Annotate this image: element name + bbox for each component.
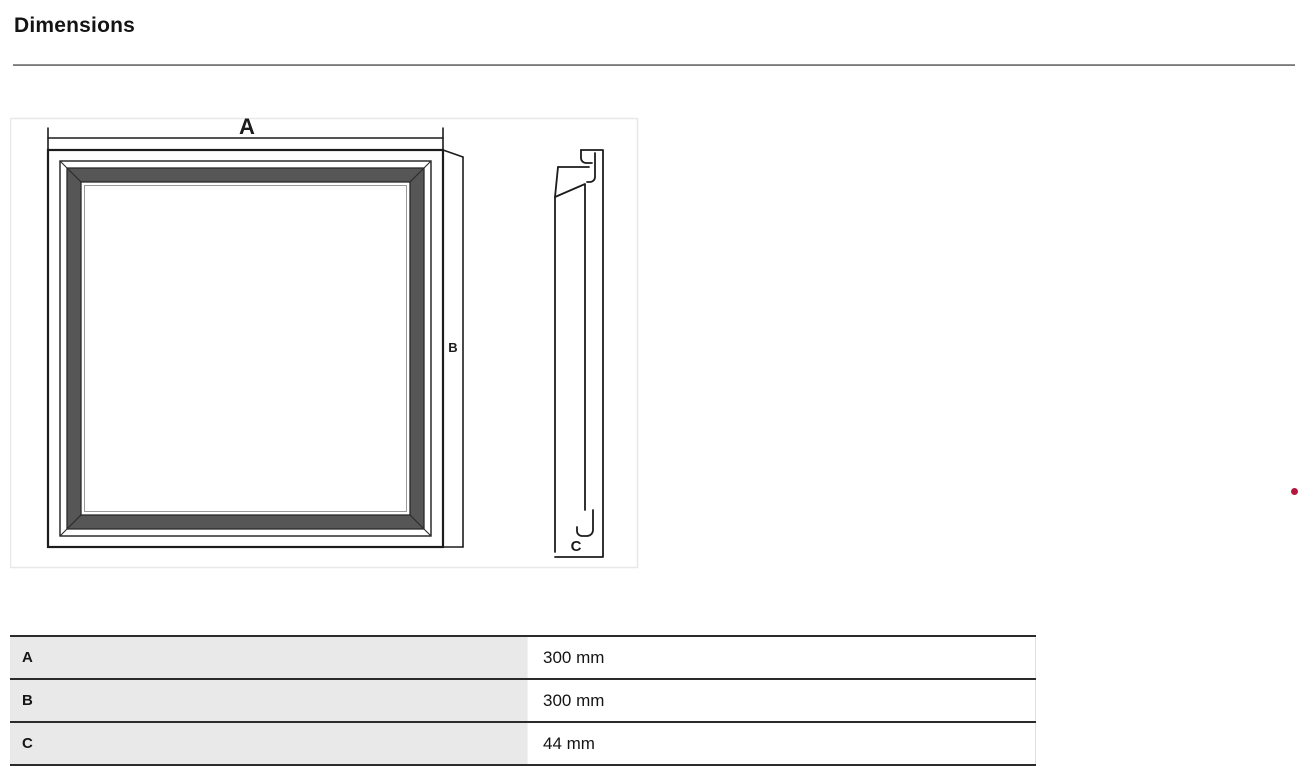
table-row bbox=[10, 723, 1036, 764]
side-view bbox=[555, 150, 603, 557]
dim-row-label: A bbox=[10, 637, 528, 678]
table-row bbox=[10, 637, 1036, 680]
dim-label-c: C bbox=[570, 538, 582, 555]
dimension-drawing-svg bbox=[10, 80, 640, 575]
dimensions-figure bbox=[10, 80, 640, 575]
dim-label-a: A bbox=[239, 114, 255, 139]
side-bottom-hook bbox=[577, 510, 593, 536]
dimensions-table bbox=[10, 635, 1036, 766]
dim-label-b: B bbox=[448, 340, 458, 355]
dim-row-label: B bbox=[10, 680, 528, 721]
table-row bbox=[10, 680, 1036, 723]
red-dot-marker bbox=[1291, 488, 1298, 495]
dim-row-value: 300 mm bbox=[528, 637, 1036, 678]
side-front-face bbox=[555, 167, 558, 552]
dim-row-value: 44 mm bbox=[528, 723, 1036, 764]
dim-row-value: 300 mm bbox=[528, 680, 1036, 721]
dim-row-label: C bbox=[10, 723, 528, 764]
side-front-slope bbox=[555, 184, 585, 510]
panel-diffuser bbox=[85, 186, 407, 512]
side-back-edge bbox=[555, 150, 603, 557]
page-title: Dimensions bbox=[14, 14, 136, 37]
title-divider bbox=[13, 64, 1295, 66]
page-header bbox=[14, 14, 1296, 38]
front-view bbox=[48, 114, 463, 547]
side-top-hook-outer bbox=[581, 150, 592, 163]
